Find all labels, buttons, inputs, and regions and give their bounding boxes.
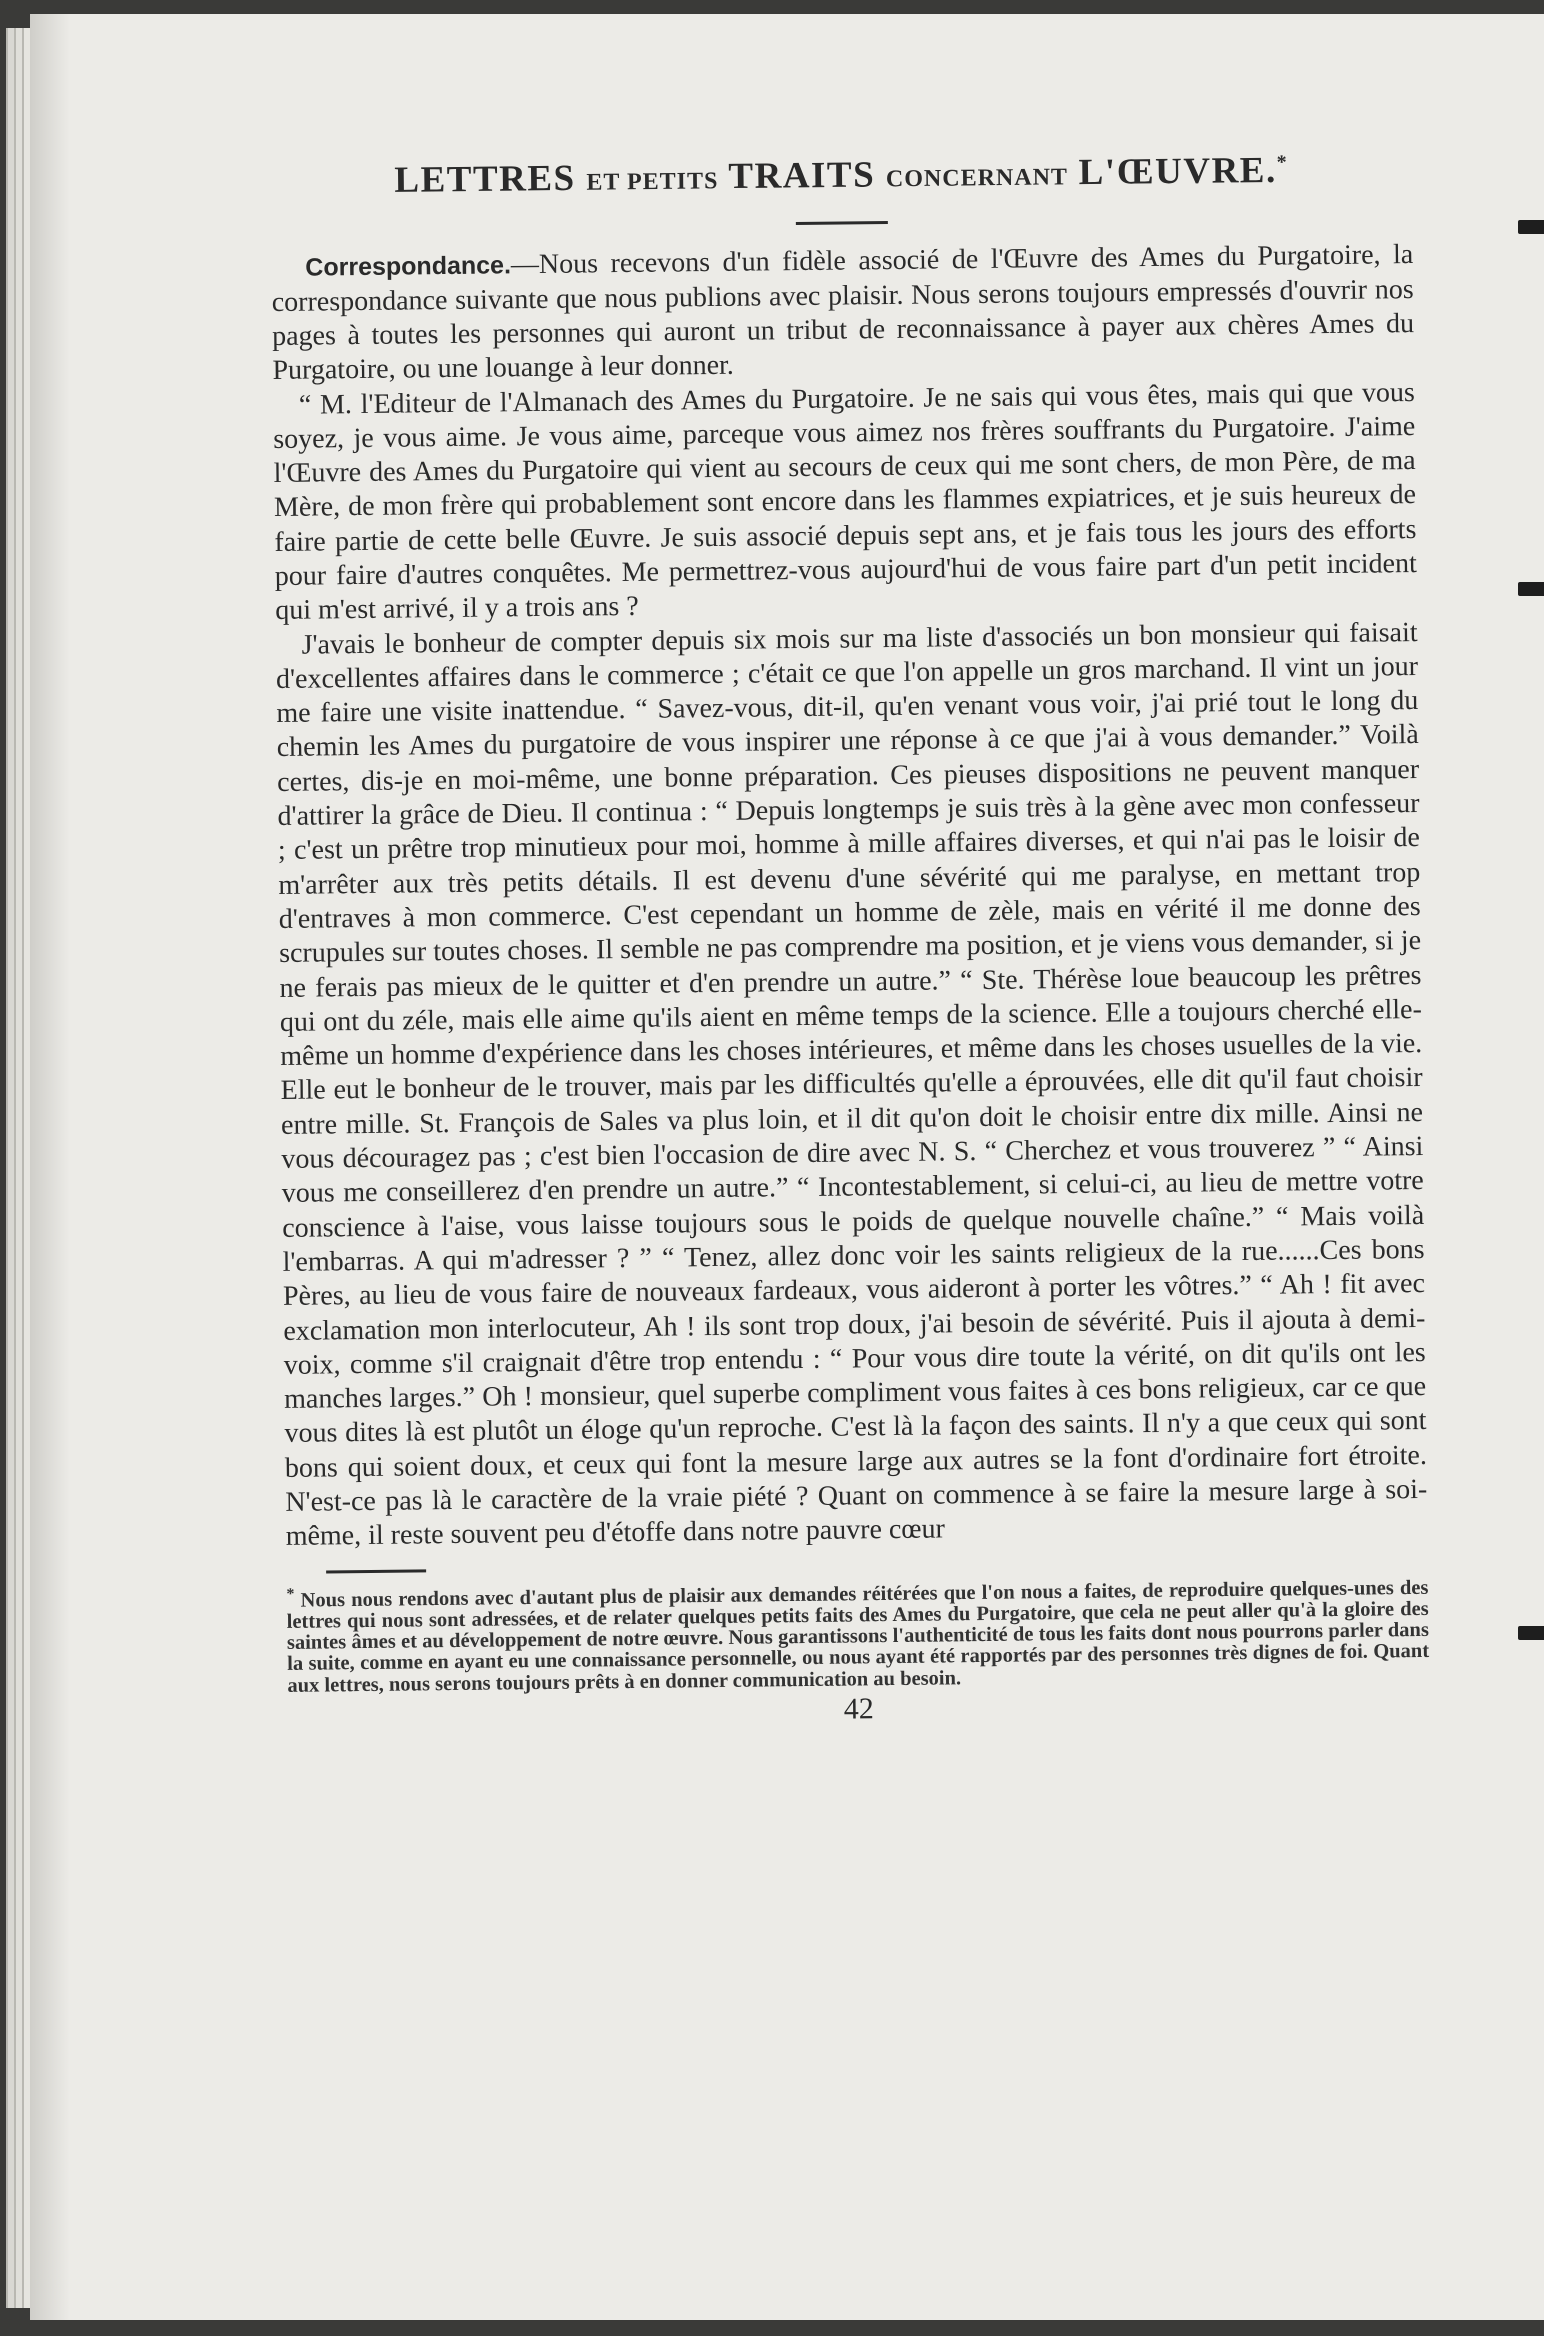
- paragraph: [271, 238, 1414, 388]
- article-body: [271, 238, 1428, 1554]
- page-tab-marker: [1518, 220, 1544, 234]
- page-tab-marker: [1518, 582, 1544, 596]
- page-number: 42: [843, 1692, 874, 1726]
- title-footnote-marker: *: [1276, 151, 1289, 174]
- page-binding-shadow: [30, 14, 70, 2320]
- title-word: TRAITS: [728, 154, 876, 198]
- footnote-marker: *: [286, 1585, 295, 1603]
- footnote-text: Nous nous rendons avec d'autant plus de plaisir aux demandes réitérées que l'on nous a faites, de reproduire quelques-unes des lettres qui nous sont adressées, et de relater quelques petits faits des Ames du Purgatoire, que cela ne peut aller qu'à la gloire des saintes âmes et au développement de notre œuvre. Nous garantissons l'authenticité de tous les faits dont nous pourrons parler dans la suite, comme en ayant eu une connaissance personnelle, ou nous ayant été rapportés par des personnes très dignes de foi. Quant aux lettres, nous serons toujours prêts à en donner communication au besoin.: [286, 1576, 1430, 1697]
- paragraph: J'avais le bonheur de compter depuis six mois sur ma liste d'associés un bon monsieur qui faisait d'excellentes affaires dans le commerce ; c'était ce que l'on appelle un gros marchand. Il vint un jour me faire une visite inattendue. “ Savez-vous, dit-il, qu'en venant vous voir, j'ai prié tout le long du chemin les Ames du purgatoire de vous inspirer une réponse à ce que j'ai à vous demander.” Voilà certes, dis-je en moi-même, une bonne préparation. Ces pieuses dispositions ne peuvent manquer d'attirer la grâce de Dieu. Il continua : “ Depuis longtemps je suis très à la gène avec mon confesseur ; c'est un prêtre trop minutieux pour moi, homme à mille affaires diverses, et qui n'ai pas le loisir de m'arrêter aux très petits détails. Il est devenu d'une sévérité qui me paralyse, en mettant trop d'entraves à mon commerce. C'est cependant un homme de zèle, mais en vérité il me donne des scrupules sur toutes choses. Il semble ne pas comprendre ma position, et je viens vous demander, si je ne ferais pas mieux de le quitter et d'en prendre un autre.” “ Ste. Thérèse loue beaucoup les prêtres qui ont du zéle, mais elle aime qu'ils aient en même temps de la science. Elle a toujours cherché elle-même un homme d'expérience dans les choses intérieures, et même dans les choses usuelles de la vie. Elle eut le bonheur de le trouver, mais par les difficultés qu'elle a éprouvées, elle dit qu'il faut choisir entre mille. St. François de Sales va plus loin, et il dit qu'on doit le choisir entre dix mille. Ainsi ne vous découragez pas ; c'est bien l'occasion de dire avec N. S. “ Cherchez et vous trouverez ” “ Ainsi vous me conseillerez d'en prendre un autre.” “ Incontestablement, si celui-ci, au lieu de mettre votre conscience à l'aise, vous laisse toujours sous le poids de quelque nouvelle chaîne.” “ Mais voilà l'embarras. A qui m'adresser ? ” “ Tenez, allez donc voir les saints religieux de la rue......Ces bons Pères, au lieu de vous faire de nouveaux fardeaux, vous aideront à porter les vôtres.” “ Ah ! fit avec exclamation mon interlocuteur, Ah ! ils sont trop doux, j'ai besoin de sévérité. Puis il ajouta à demi-voix, comme s'il craignait d'être trop entendu : “ Pour vous dire toute la vérité, on dit qu'ils ont les manches larges.” Oh ! monsieur, quel superbe compliment vous faites à ces bons religieux, car ce que vous dites là est plutôt un éloge qu'un reproche. C'est là la façon des saints. Il n'y a que ceux qui sont bons qui soient doux, et ceux qui font la mesure large aux autres se la font d'ordinaire fort étroite. N'est-ce pas là le caractère de la vraie piété ? Quant on commence à se faire la mesure large à soi-même, il reste souvent peu d'étoffe dans notre pauvre cœur: [275, 616, 1428, 1553]
- title-word: LETTRES: [394, 157, 576, 201]
- title-word: L'ŒUVRE.: [1078, 149, 1277, 194]
- page-content: [270, 137, 1435, 2170]
- title-word: CONCERNANT: [885, 164, 1069, 193]
- page-title: [270, 137, 1413, 210]
- paragraph: “ M. l'Editeur de l'Almanach des Ames du Purgatoire. Je ne sais qui vous êtes, mais qui que vous soyez, je vous aime. Je vous aime, parceque vous aimez nos frères souffrants du Purgatoire. J'aime l'Œuvre des Ames du Purgatoire qui vient au secours de ceux qui me sont chers, de mon Père, de ma Mère, de mon frère qui probablement sont encore dans les flammes expiatrices, et je suis heureux de faire partie de cette belle Œuvre. Je suis associé depuis sept ans, et je fais tous les jours des efforts pour faire d'autres conquêtes. Me permettrez-vous aujourd'hui de vous faire part d'un petit incident qui m'est arrivé, il y a trois ans ?: [273, 376, 1417, 627]
- footnote: [286, 1571, 1429, 1697]
- paragraph-text: —Nous recevons d'un fidèle associé de l'Œuvre des Ames du Purgatoire, la correspondance suivante que nous publions avec plaisir. Nous serons toujours empressés d'ouvrir nos pages à toutes les personnes qui auront un tribut de reconnaissance à payer aux chères Ames du Purgatoire, ou une louange à leur donner.: [271, 239, 1415, 387]
- footnote-rule: [326, 1569, 426, 1573]
- section-lead: Correspondance.: [305, 251, 512, 282]
- title-rule: [796, 221, 888, 225]
- title-word: ET PETITS: [586, 168, 719, 196]
- page-tab-marker: [1518, 1626, 1544, 1640]
